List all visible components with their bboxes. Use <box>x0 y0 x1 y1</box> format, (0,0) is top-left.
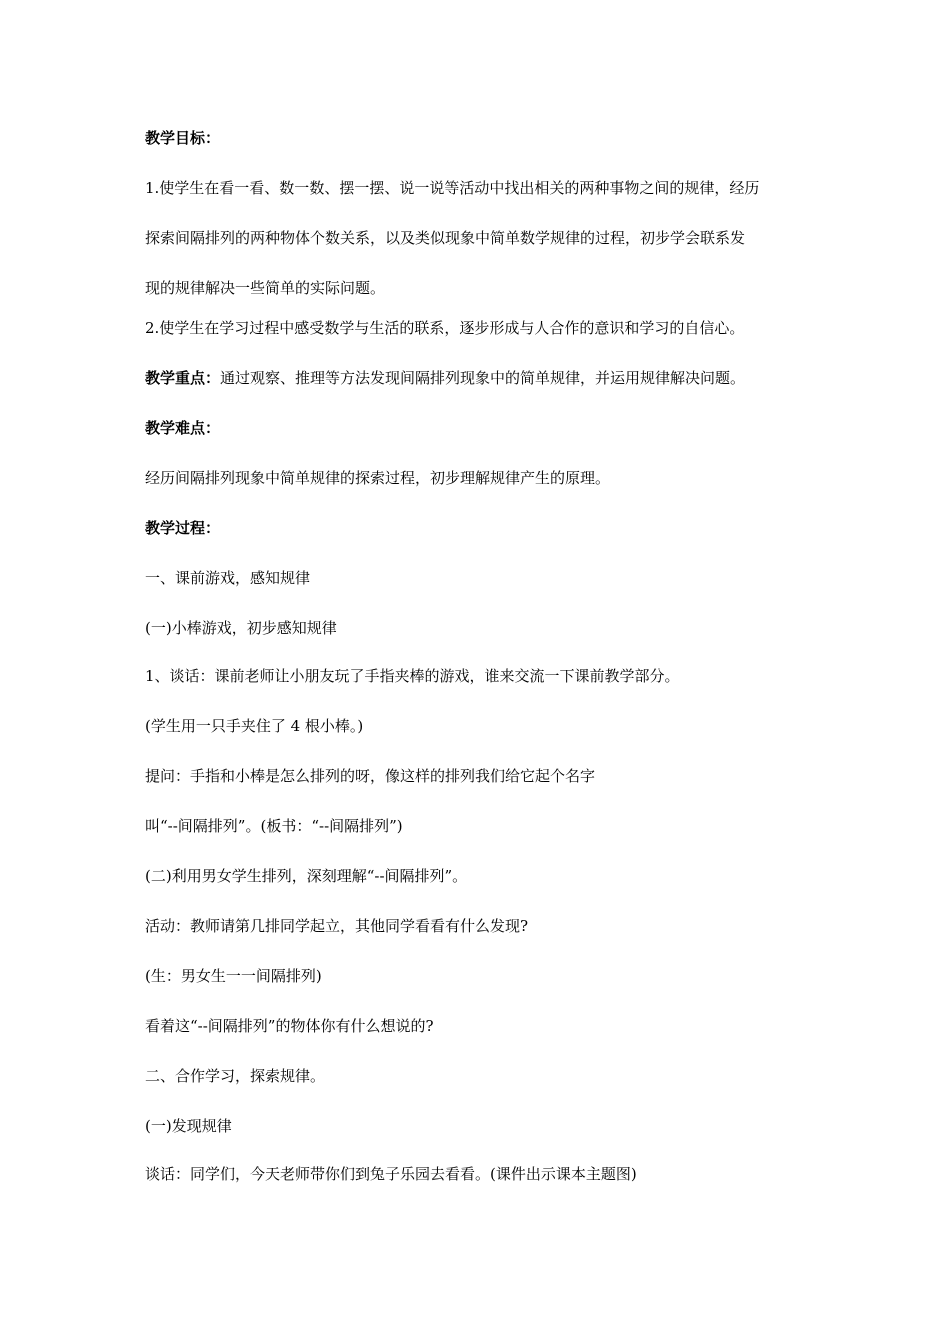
section2-sub1: (一)发现规律 <box>145 1117 232 1135</box>
section1-sub2: (二)利用男女学生排列，深刻理解“--间隔排列”。 <box>145 867 468 885</box>
section1-sub1: (一)小棒游戏，初步感知规律 <box>145 619 337 637</box>
student1: (学生用一只手夹住了 4 根小棒。) <box>145 717 364 735</box>
goal2: 2.使学生在学习过程中感受数学与生活的联系，逐步形成与人合作的意识和学习的自信心。 <box>145 319 745 337</box>
section1-heading: 一、课前游戏，感知规律 <box>145 569 311 587</box>
key-point-text: 通过观察、推理等方法发现间隔排列现象中的简单规律，并运用规律解决问题。 <box>220 369 746 387</box>
goal1-line2: 探索间隔排列的两种物体个数关系，以及类似现象中简单数学规律的过程，初步学会联系发 <box>145 229 746 247</box>
goal1-line1: 1.使学生在看一看、数一数、摆一摆、说一说等活动中找出相关的两种事物之间的规律，经历 <box>145 179 760 197</box>
process-heading: 教学过程： <box>145 519 221 537</box>
goals-heading: 教学目标： <box>145 129 221 147</box>
difficulty-text: 经历间隔排列现象中简单规律的探索过程，初步理解规律产生的原理。 <box>145 469 611 487</box>
goal1-line3: 现的规律解决一些简单的实际问题。 <box>145 279 386 297</box>
prompt: 看着这“--间隔排列”的物体你有什么想说的? <box>145 1017 434 1035</box>
talk2: 谈话：同学们，今天老师带你们到兔子乐园去看看。(课件出示课本主题图) <box>145 1165 637 1183</box>
question1: 提问：手指和小棒是怎么排列的呀，像这样的排列我们给它起个名字 <box>145 767 596 785</box>
naming: 叫“--间隔排列”。(板书：“--间隔排列”) <box>145 817 403 835</box>
key-point-label: 教学重点： <box>145 369 221 387</box>
activity: 活动：教师请第几排同学起立，其他同学看看有什么发现? <box>145 917 529 935</box>
section2-heading: 二、合作学习，探索规律。 <box>145 1067 326 1085</box>
student2: (生：男女生一一间隔排列) <box>145 967 322 985</box>
talk1: 1、谈话：课前老师让小朋友玩了手指夹棒的游戏，谁来交流一下课前教学部分。 <box>145 667 680 685</box>
difficulty-heading: 教学难点： <box>145 419 221 437</box>
key-point-paragraph <box>145 368 825 388</box>
